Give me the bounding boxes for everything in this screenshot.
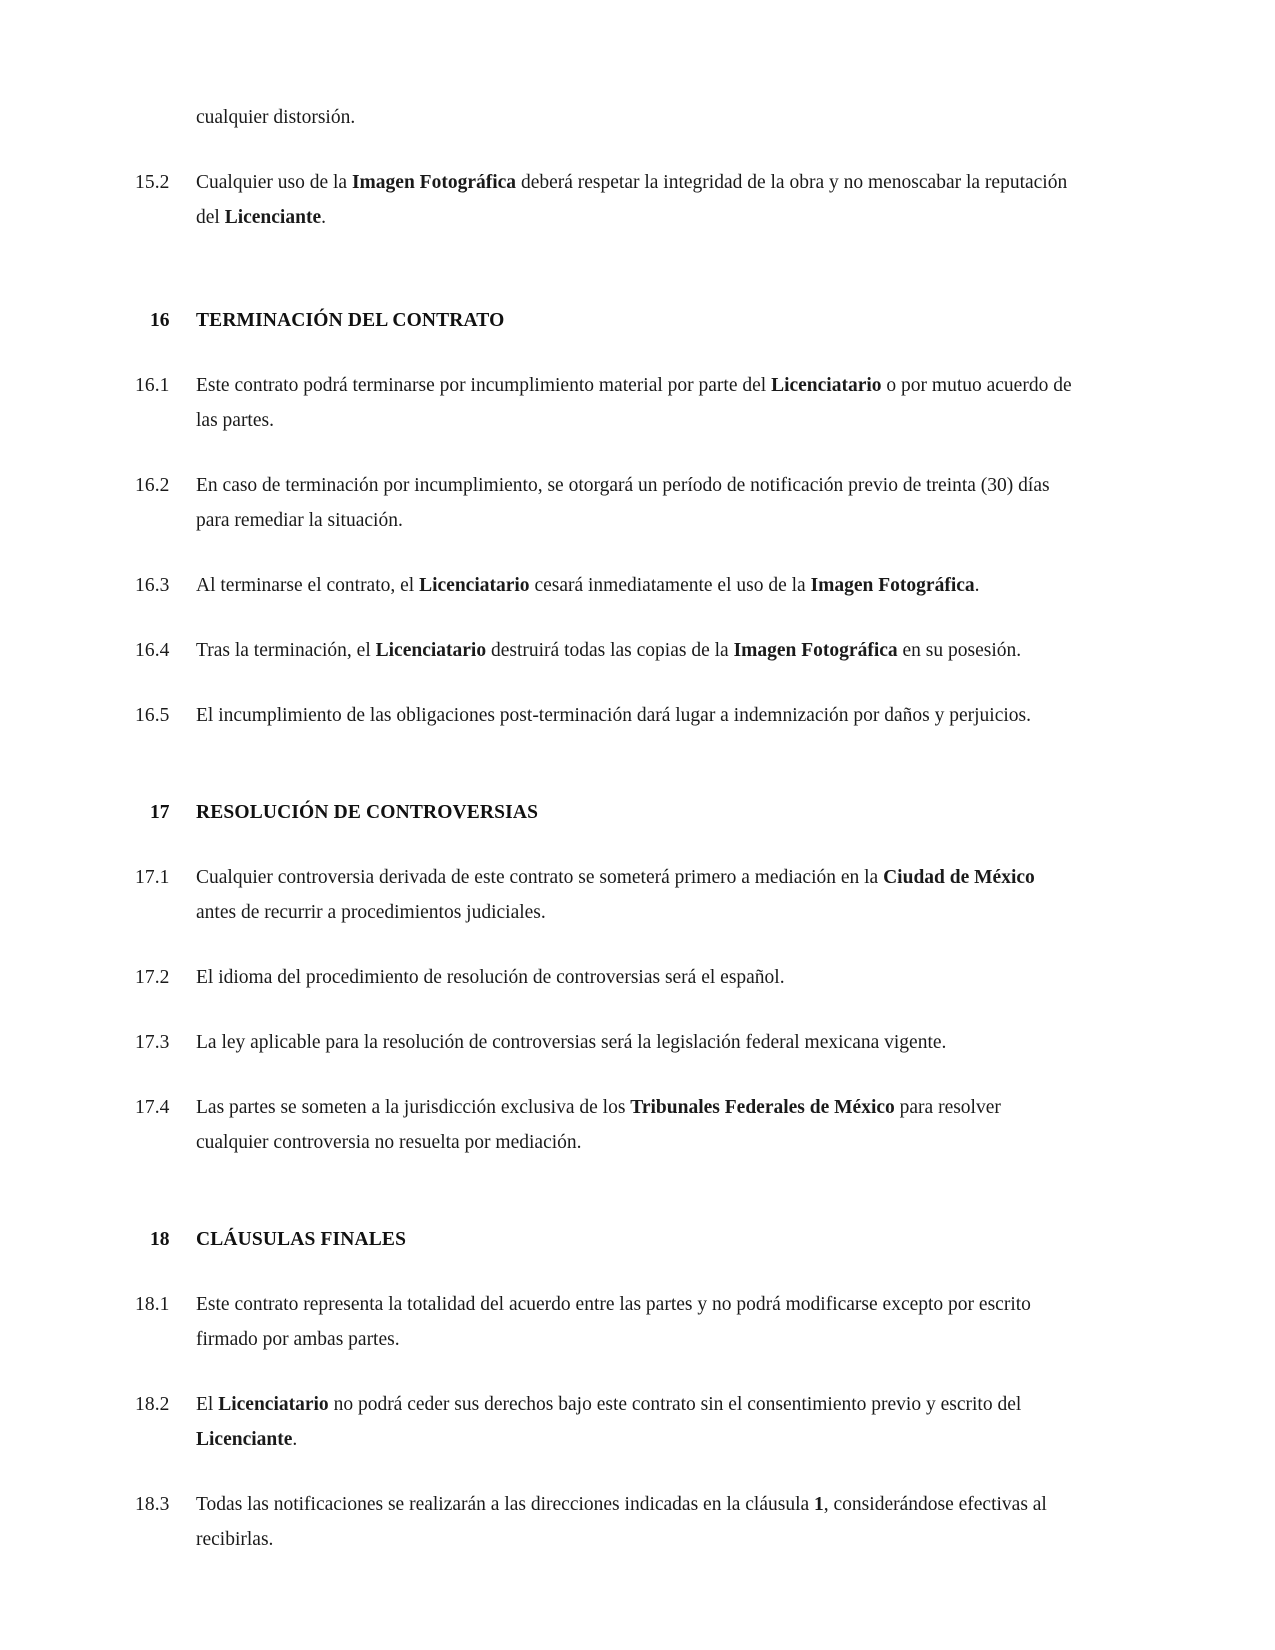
clause-17-4 [135, 1090, 1075, 1160]
section-number: 17 [150, 802, 170, 823]
clause-text: Al terminarse el contrato, el Licenciatario cesará inmediatamente el uso de la Imagen Fotográfica. [196, 575, 980, 596]
clause-16-4 [135, 633, 1075, 668]
section-title: TERMINACIÓN DEL CONTRATO [196, 310, 505, 331]
sections-container [135, 303, 1075, 1557]
clause-number: 18.3 [135, 1494, 170, 1515]
clause-17-2 [135, 960, 1075, 995]
emphasized-term: Licenciante [196, 1429, 293, 1450]
clause-17-1 [135, 860, 1075, 930]
section-number: 18 [150, 1229, 170, 1250]
section-heading [135, 1222, 1075, 1257]
clause-17-3 [135, 1025, 1075, 1060]
clause-text: El incumplimiento de las obligaciones post-terminación dará lugar a indemnización por daños y perjuicios. [196, 705, 1032, 726]
continuation-line: cualquier distorsión. [196, 107, 356, 128]
clause-18-3 [135, 1487, 1075, 1557]
clause-text: El idioma del procedimiento de resolución de controversias será el español. [196, 967, 785, 988]
clause-16-3 [135, 568, 1075, 603]
emphasized-term: Licenciatario [218, 1394, 329, 1415]
document-body [135, 100, 1075, 1557]
clause-text: Todas las notificaciones se realizarán a las direcciones indicadas en la cláusula 1, considerándose efectivas al recibirlas. [196, 1494, 1047, 1550]
clause-number: 18.2 [135, 1394, 170, 1415]
clause-number: 17.2 [135, 967, 170, 988]
clause-text: Las partes se someten a la jurisdicción exclusiva de los Tribunales Federales de México para resolver cualquier controversia no resuelta por mediación. [196, 1097, 1001, 1153]
emphasized-term: Tribunales Federales de México [630, 1097, 895, 1118]
clause-number: 18.1 [135, 1294, 170, 1315]
section-heading [135, 303, 1075, 338]
clause-text: Este contrato representa la totalidad del acuerdo entre las partes y no podrá modificarse excepto por escrito firmado por ambas partes. [196, 1294, 1031, 1350]
clause-text: Cualquier uso de la Imagen Fotográfica deberá respetar la integridad de la obra y no menoscabar la reputación del Licenciante. [196, 172, 1068, 228]
emphasized-term: 1 [814, 1494, 824, 1515]
emphasized-term: Licenciante [224, 207, 322, 228]
section-heading [135, 795, 1075, 830]
clause-16-5 [135, 698, 1075, 733]
clause-15-2 [135, 165, 1075, 235]
emphasized-term: Ciudad de México [883, 867, 1035, 888]
clause-number: 16.2 [135, 475, 170, 496]
clause-number: 16.1 [135, 375, 170, 396]
section-title: CLÁUSULAS FINALES [196, 1229, 407, 1250]
emphasized-term: Licenciatario [419, 575, 530, 596]
clause-number: 15.2 [135, 172, 170, 193]
clause-number: 17.3 [135, 1032, 170, 1053]
clause-text: La ley aplicable para la resolución de controversias será la legislación federal mexicana vigente. [196, 1032, 947, 1053]
clause-text: Cualquier controversia derivada de este contrato se someterá primero a mediación en la Ciudad de México antes de recurrir a procedimientos judiciales. [196, 867, 1035, 923]
emphasized-term: Imagen Fotográfica [810, 575, 975, 596]
clause-number: 17.1 [135, 867, 170, 888]
section-title: RESOLUCIÓN DE CONTROVERSIAS [196, 802, 539, 823]
clause-text: El Licenciatario no podrá ceder sus derechos bajo este contrato sin el consentimiento previo y escrito del Licenciante. [196, 1394, 1022, 1450]
section-number: 16 [150, 310, 170, 331]
clause-18-1 [135, 1287, 1075, 1357]
emphasized-term: Licenciatario [375, 640, 487, 661]
clause-number: 16.3 [135, 575, 170, 596]
emphasized-term: Licenciatario [771, 375, 882, 396]
emphasized-term: Imagen Fotográfica [351, 172, 517, 193]
clause-number: 17.4 [135, 1097, 170, 1118]
clause-text: Tras la terminación, el Licenciatario destruirá todas las copias de la Imagen Fotográfica en su posesión. [196, 640, 1022, 661]
clause-18-2 [135, 1387, 1075, 1457]
clause-text: En caso de terminación por incumplimiento, se otorgará un período de notificación previo de treinta (30) días para remediar la situación. [196, 475, 1050, 531]
clause-16-1 [135, 368, 1075, 438]
clause-text: Este contrato podrá terminarse por incumplimiento material por parte del Licenciatario o por mutuo acuerdo de las partes. [196, 375, 1072, 431]
clause-number: 16.5 [135, 705, 170, 726]
clause-16-2 [135, 468, 1075, 538]
emphasized-term: Imagen Fotográfica [733, 640, 898, 661]
clause-number: 16.4 [135, 640, 170, 661]
